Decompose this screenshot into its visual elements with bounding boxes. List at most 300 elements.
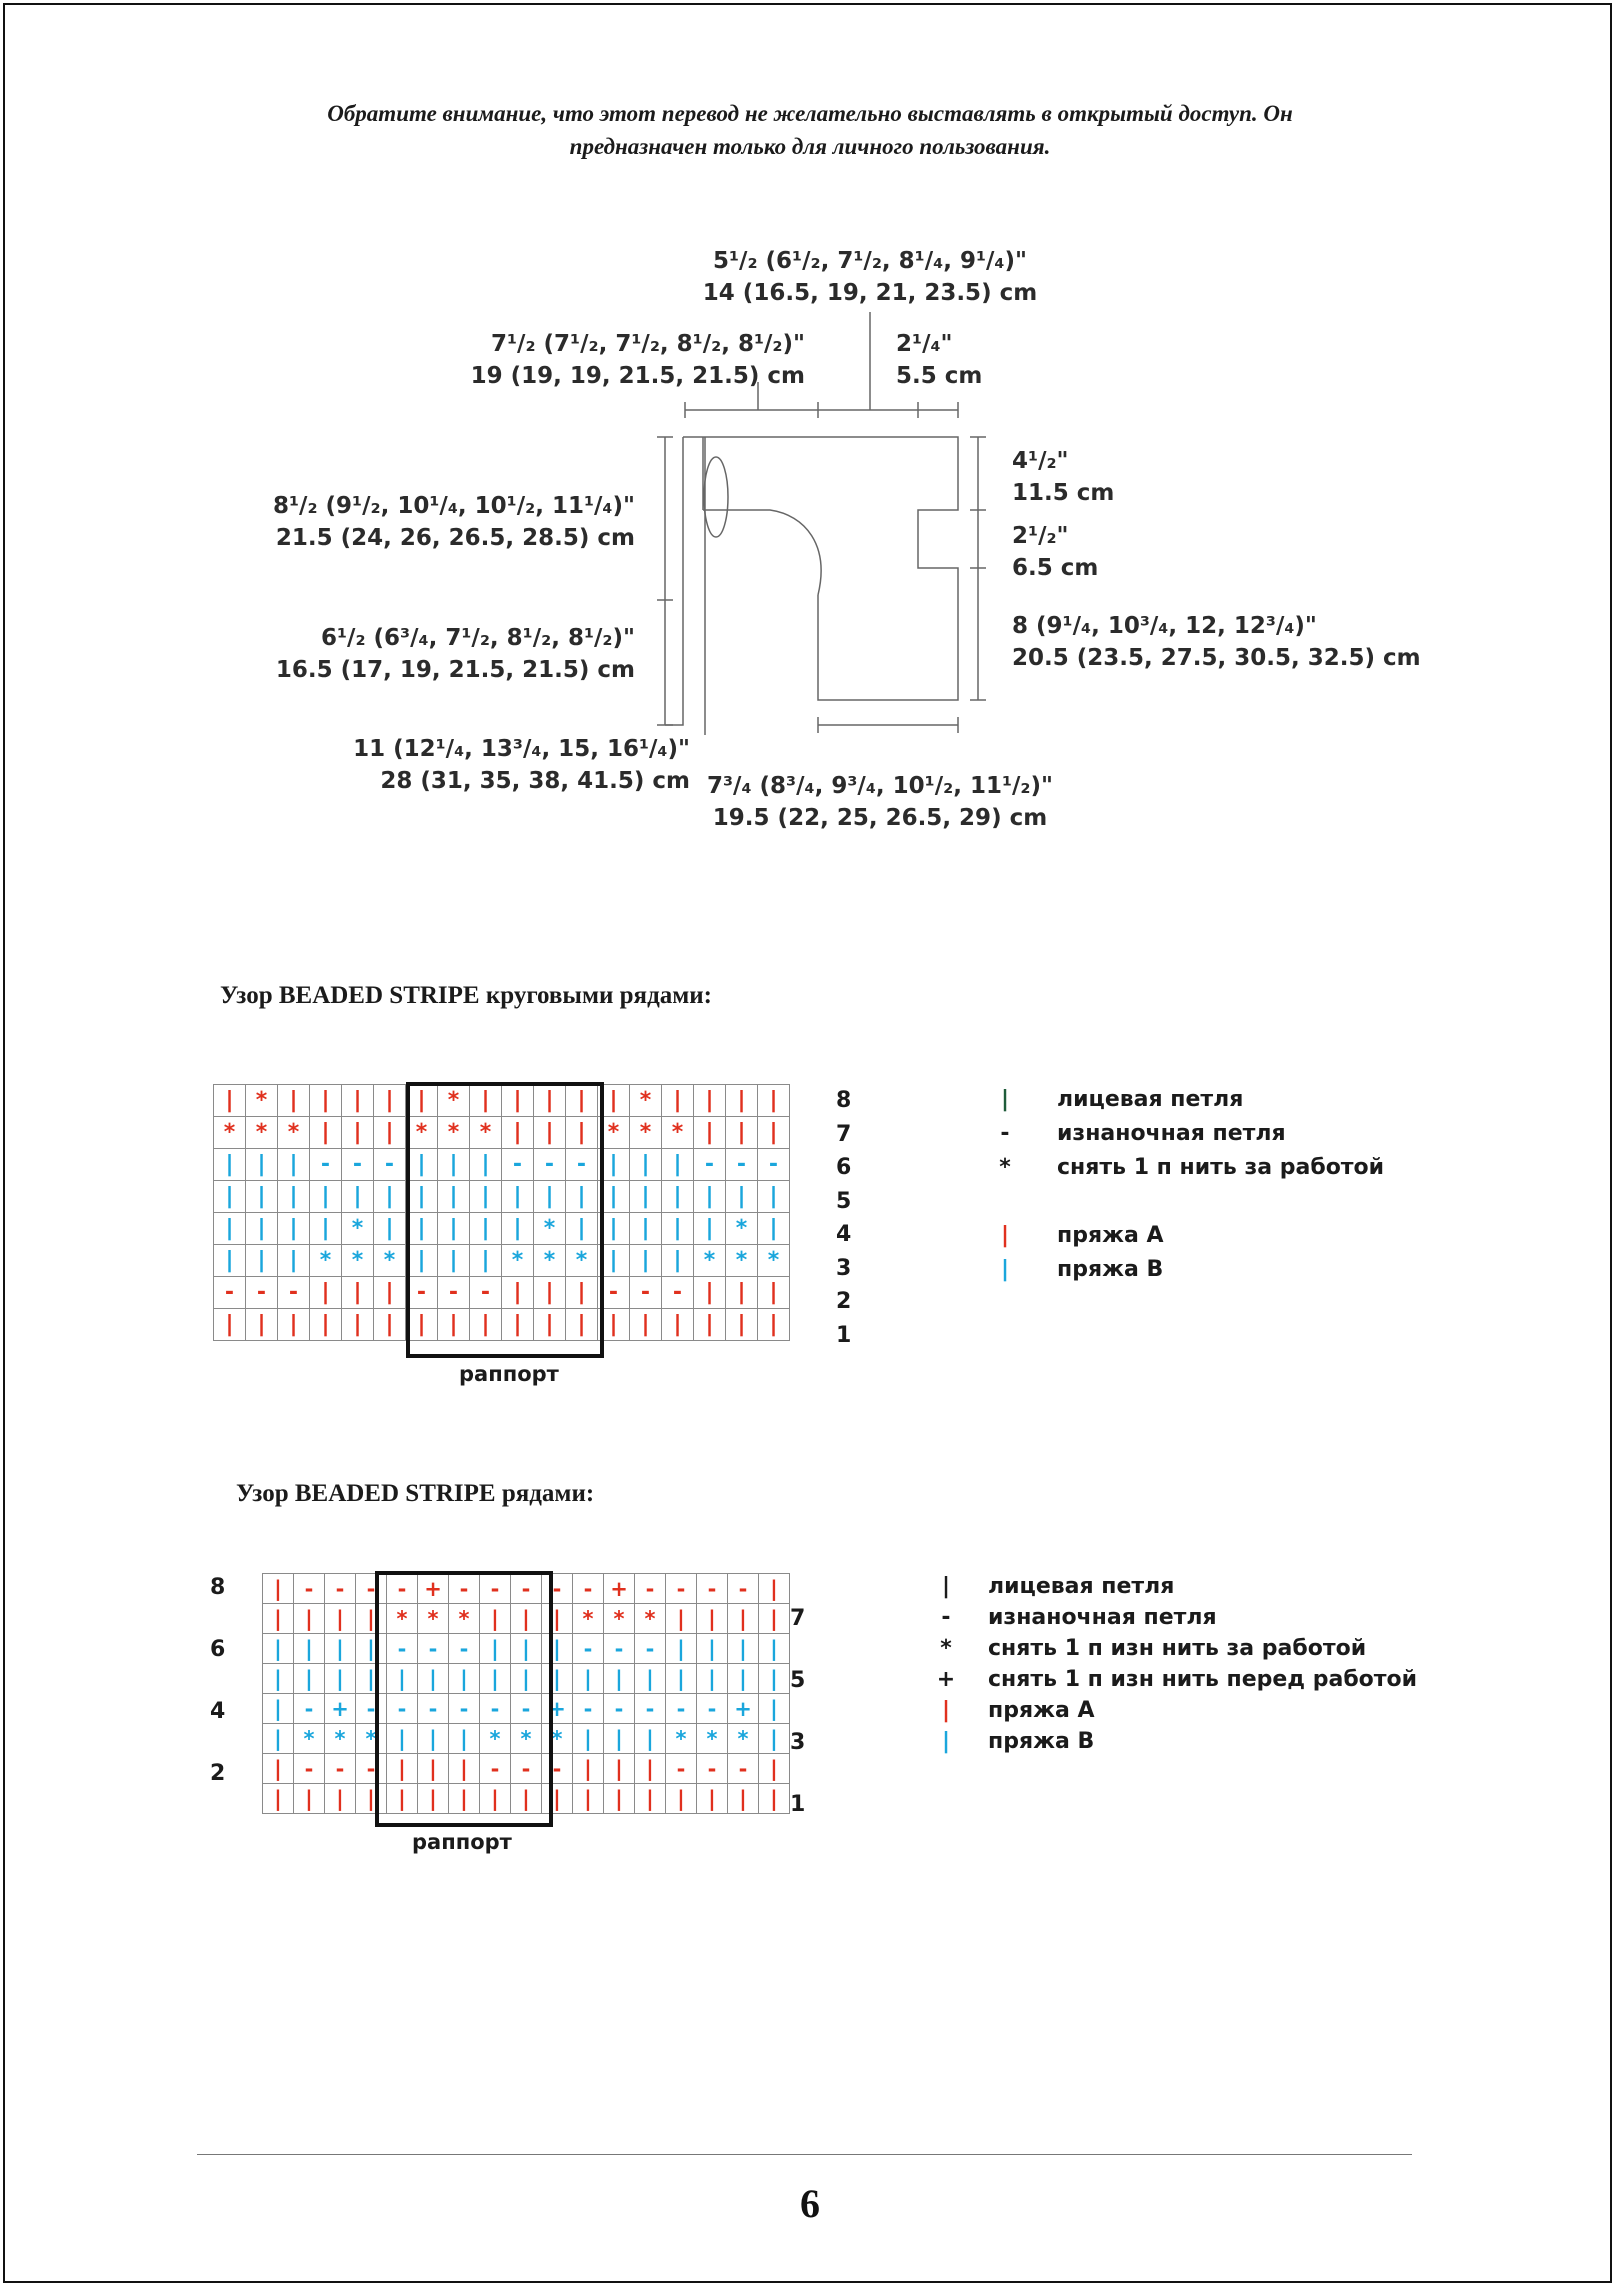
chart2-cell: - bbox=[325, 1574, 356, 1604]
chart2-legend-symbol: | bbox=[941, 1698, 951, 1723]
chart1-cell: | bbox=[662, 1213, 694, 1245]
chart2-cell: | bbox=[325, 1604, 356, 1634]
dim-left-top-cm: 21.5 (24, 26, 26.5, 28.5) cm bbox=[275, 525, 635, 551]
chart1-cell: | bbox=[438, 1213, 470, 1245]
chart2-cell: | bbox=[387, 1724, 418, 1754]
chart1-cell: | bbox=[278, 1149, 310, 1181]
chart2-row-number-left: 2 bbox=[210, 1761, 226, 1786]
sleeve-curve bbox=[703, 510, 821, 595]
notice-line-1: Обратите внимание, что этот перевод не желательно выставлять в открытый доступ. Он bbox=[327, 101, 1293, 126]
chart1-cell: | bbox=[438, 1309, 470, 1341]
chart1-cell: | bbox=[406, 1245, 438, 1277]
chart1-cell: | bbox=[470, 1085, 502, 1117]
chart2-cell: | bbox=[542, 1634, 573, 1664]
chart2-cell: | bbox=[511, 1664, 542, 1694]
chart1-cell: * bbox=[598, 1117, 630, 1149]
chart2-cell: | bbox=[759, 1694, 790, 1724]
chart2-cell: * bbox=[325, 1724, 356, 1754]
chart2-cell: * bbox=[511, 1724, 542, 1754]
chart1-cell: | bbox=[214, 1181, 246, 1213]
chart1-cell: | bbox=[470, 1149, 502, 1181]
chart2-legend-text: снять 1 п изн нить перед работой bbox=[988, 1667, 1418, 1692]
chart1-cell: | bbox=[246, 1309, 278, 1341]
chart1-cell: - bbox=[694, 1149, 726, 1181]
chart2-cell: | bbox=[666, 1604, 697, 1634]
chart1-cell: | bbox=[278, 1309, 310, 1341]
chart2-cell: - bbox=[542, 1754, 573, 1784]
chart2-cell: | bbox=[573, 1724, 604, 1754]
chart2-row-number-right: 5 bbox=[790, 1668, 806, 1693]
chart2-legend-symbol: - bbox=[941, 1605, 951, 1630]
dim-top-width-cm: 14 (16.5, 19, 21, 23.5) cm bbox=[702, 280, 1038, 306]
chart1-cell: | bbox=[662, 1181, 694, 1213]
chart1-cell: | bbox=[694, 1117, 726, 1149]
chart1-cell: | bbox=[310, 1085, 342, 1117]
chart2-cell: - bbox=[697, 1694, 728, 1724]
chart2-cell: * bbox=[418, 1604, 449, 1634]
chart1-cell: - bbox=[662, 1277, 694, 1309]
dim-right-top bbox=[1012, 445, 1114, 509]
chart1-cell: | bbox=[566, 1085, 598, 1117]
chart2-cell: | bbox=[263, 1724, 294, 1754]
chart1-row bbox=[214, 1085, 790, 1117]
chart1-legend-symbol: | bbox=[1000, 1087, 1010, 1112]
chart1-cell: | bbox=[374, 1117, 406, 1149]
chart1-cell: | bbox=[406, 1309, 438, 1341]
chart2-row bbox=[263, 1754, 790, 1784]
dim-right-bottom-cm: 20.5 (23.5, 27.5, 30.5, 32.5) cm bbox=[1012, 645, 1421, 671]
chart2-legend-text: лицевая петля bbox=[988, 1574, 1175, 1599]
chart2-cell: | bbox=[325, 1664, 356, 1694]
chart2-cell: - bbox=[387, 1574, 418, 1604]
chart1-cell: * bbox=[534, 1213, 566, 1245]
dim-left-mid-cm: 16.5 (17, 19, 21.5, 21.5) cm bbox=[275, 657, 635, 683]
chart2-cell: - bbox=[418, 1694, 449, 1724]
chart1-cell: | bbox=[630, 1149, 662, 1181]
chart2-cell: | bbox=[418, 1724, 449, 1754]
chart2-cell: | bbox=[263, 1574, 294, 1604]
chart2-cell: | bbox=[449, 1754, 480, 1784]
chart1-cell: | bbox=[630, 1245, 662, 1277]
chart2-cell: | bbox=[449, 1724, 480, 1754]
chart1-cell: | bbox=[502, 1277, 534, 1309]
chart2-cell: | bbox=[759, 1724, 790, 1754]
chart1-cell: - bbox=[246, 1277, 278, 1309]
chart1-cell: | bbox=[534, 1277, 566, 1309]
dim-left-mid bbox=[230, 622, 635, 686]
chart1-cell: | bbox=[694, 1085, 726, 1117]
chart1-cell: | bbox=[310, 1213, 342, 1245]
chart1-cell: * bbox=[278, 1117, 310, 1149]
chart1-cell: - bbox=[566, 1149, 598, 1181]
chart1-row-number: 7 bbox=[836, 1121, 852, 1147]
chart1-cell: - bbox=[310, 1149, 342, 1181]
chart1-cell: | bbox=[598, 1085, 630, 1117]
chart1-row-number: 8 bbox=[836, 1088, 852, 1113]
chart1-cell: * bbox=[758, 1245, 790, 1277]
chart1-cell: | bbox=[246, 1149, 278, 1181]
chart2-cell: - bbox=[387, 1694, 418, 1724]
notice-line-2: предназначен только для личного пользования. bbox=[569, 134, 1051, 159]
chart1-cell: - bbox=[342, 1149, 374, 1181]
chart2-cell: | bbox=[697, 1664, 728, 1694]
chart1-row bbox=[214, 1181, 790, 1213]
chart2-cell: | bbox=[263, 1784, 294, 1814]
chart2-legend-text: пряжа А bbox=[988, 1698, 1095, 1723]
chart2-cell: | bbox=[294, 1604, 325, 1634]
chart2-cell: - bbox=[449, 1634, 480, 1664]
chart1-row bbox=[214, 1277, 790, 1309]
chart1-cell: * bbox=[246, 1085, 278, 1117]
body-left-edge bbox=[665, 437, 683, 725]
page-number: 6 bbox=[800, 2181, 820, 2226]
chart2-cell: | bbox=[604, 1754, 635, 1784]
chart2-cell: * bbox=[542, 1724, 573, 1754]
chart1-cell: | bbox=[758, 1309, 790, 1341]
chart2-grid bbox=[262, 1573, 790, 1814]
dim-left-mid-in: 6¹/₂ (6³/₄, 7¹/₂, 8¹/₂, 8¹/₂)" bbox=[320, 625, 635, 651]
chart2-cell: - bbox=[511, 1694, 542, 1724]
chart2-cell: | bbox=[511, 1604, 542, 1634]
chart1-cell: | bbox=[278, 1085, 310, 1117]
chart2-cell: | bbox=[759, 1574, 790, 1604]
chart2-cell: + bbox=[542, 1694, 573, 1724]
chart2-cell: - bbox=[325, 1754, 356, 1784]
dim-upper-left-in: 7¹/₂ (7¹/₂, 7¹/₂, 8¹/₂, 8¹/₂)" bbox=[490, 331, 805, 357]
chart1-cell: - bbox=[438, 1277, 470, 1309]
chart2-cell: | bbox=[418, 1754, 449, 1784]
chart2-legend-text: снять 1 п изн нить за работой bbox=[988, 1636, 1367, 1661]
chart2-cell: - bbox=[294, 1574, 325, 1604]
chart1-cell: | bbox=[438, 1149, 470, 1181]
chart2-cell: | bbox=[387, 1784, 418, 1814]
chart2-cell: | bbox=[449, 1784, 480, 1814]
dim-left-bottom bbox=[300, 733, 690, 797]
chart2-cell: | bbox=[728, 1664, 759, 1694]
chart2-cell: | bbox=[294, 1784, 325, 1814]
chart1-cell: | bbox=[726, 1309, 758, 1341]
chart1-cell: | bbox=[438, 1181, 470, 1213]
chart2-repeat-label: раппорт bbox=[412, 1830, 512, 1854]
chart1-cell: * bbox=[630, 1085, 662, 1117]
chart1-cell: | bbox=[694, 1213, 726, 1245]
chart2-cell: - bbox=[480, 1574, 511, 1604]
chart1-cell: * bbox=[662, 1117, 694, 1149]
chart1-cell: | bbox=[758, 1181, 790, 1213]
chart2-cell: | bbox=[294, 1664, 325, 1694]
chart2-cell: - bbox=[356, 1574, 387, 1604]
chart1-cell: | bbox=[406, 1213, 438, 1245]
chart2-cell: | bbox=[759, 1784, 790, 1814]
chart2-cell: | bbox=[263, 1604, 294, 1634]
chart2-cell: - bbox=[573, 1634, 604, 1664]
chart1-cell: | bbox=[502, 1309, 534, 1341]
chart1-cell: | bbox=[726, 1277, 758, 1309]
chart1-cell: - bbox=[502, 1149, 534, 1181]
chart2-cell: | bbox=[480, 1604, 511, 1634]
chart2-cell: - bbox=[604, 1634, 635, 1664]
chart1-cell: | bbox=[470, 1245, 502, 1277]
chart1-cell: | bbox=[374, 1213, 406, 1245]
chart1-cell: | bbox=[214, 1309, 246, 1341]
dim-top-width-in: 5¹/₂ (6¹/₂, 7¹/₂, 8¹/₄, 9¹/₄)" bbox=[712, 248, 1027, 274]
dim-bottom-in: 7³/₄ (8³/₄, 9³/₄, 10¹/₂, 11¹/₂)" bbox=[706, 773, 1053, 799]
cuff-ellipse bbox=[704, 457, 728, 537]
chart1-cell: | bbox=[470, 1213, 502, 1245]
chart2-row-number-left: 6 bbox=[210, 1637, 226, 1662]
chart2-cell: | bbox=[666, 1664, 697, 1694]
chart1-cell: | bbox=[662, 1309, 694, 1341]
chart1-cell: * bbox=[726, 1213, 758, 1245]
chart1-cell: * bbox=[438, 1085, 470, 1117]
chart1-legend-text: снять 1 п нить за работой bbox=[1057, 1155, 1385, 1180]
chart1-cell: | bbox=[214, 1085, 246, 1117]
chart1-cell: | bbox=[374, 1277, 406, 1309]
chart2-cell: | bbox=[542, 1784, 573, 1814]
chart1-row-number: 2 bbox=[836, 1289, 852, 1314]
footer-divider bbox=[197, 2154, 1412, 2155]
dim-bottom bbox=[690, 770, 1070, 834]
chart2-row bbox=[263, 1634, 790, 1664]
dim-left-bottom-in: 11 (12¹/₄, 13³/₄, 15, 16¹/₄)" bbox=[353, 736, 690, 762]
chart2-cell: * bbox=[356, 1724, 387, 1754]
chart1-cell: | bbox=[598, 1149, 630, 1181]
dim-right-top-cm: 11.5 cm bbox=[1012, 480, 1115, 506]
dim-upper-right-cm: 5.5 cm bbox=[896, 363, 983, 389]
chart2-cell: | bbox=[759, 1754, 790, 1784]
chart2-cell: | bbox=[418, 1664, 449, 1694]
chart1-row bbox=[214, 1213, 790, 1245]
chart2-cell: | bbox=[635, 1724, 666, 1754]
chart1-cell: * bbox=[342, 1245, 374, 1277]
chart1-cell: | bbox=[214, 1149, 246, 1181]
chart2-cell: | bbox=[325, 1634, 356, 1664]
chart2-cell: - bbox=[697, 1574, 728, 1604]
chart1-cell: | bbox=[246, 1245, 278, 1277]
chart1-row-number: 5 bbox=[836, 1188, 852, 1214]
chart2-cell: - bbox=[666, 1694, 697, 1724]
chart2-cell: * bbox=[635, 1604, 666, 1634]
dim-right-top-in: 4¹/₂" bbox=[1012, 448, 1069, 474]
chart1-cell: | bbox=[502, 1117, 534, 1149]
chart1-cell: | bbox=[758, 1213, 790, 1245]
dim-left-top bbox=[230, 490, 635, 554]
chart2-cell: | bbox=[294, 1634, 325, 1664]
chart2-legend-text: пряжа В bbox=[988, 1729, 1095, 1754]
chart2-cell: * bbox=[573, 1604, 604, 1634]
chart2-legend-symbol: * bbox=[940, 1636, 952, 1661]
chart2-cell: | bbox=[573, 1754, 604, 1784]
chart1-cell: | bbox=[470, 1309, 502, 1341]
chart2-row-number-right: 1 bbox=[790, 1792, 806, 1817]
chart1-cell: | bbox=[598, 1213, 630, 1245]
chart2-cell: | bbox=[604, 1724, 635, 1754]
chart1-cell: | bbox=[566, 1309, 598, 1341]
chart2-row bbox=[263, 1574, 790, 1604]
chart2-cell: | bbox=[604, 1784, 635, 1814]
chart1-legend-text: лицевая петля bbox=[1057, 1087, 1244, 1112]
chart2-cell: - bbox=[356, 1754, 387, 1784]
chart1-cell: | bbox=[726, 1181, 758, 1213]
chart1-cell: * bbox=[374, 1245, 406, 1277]
chart1-cell: * bbox=[406, 1117, 438, 1149]
chart2-row bbox=[263, 1604, 790, 1634]
dim-right-bottom bbox=[1012, 610, 1421, 674]
dim-top-width bbox=[690, 245, 1050, 309]
chart2-cell: | bbox=[263, 1664, 294, 1694]
chart2-cell: | bbox=[697, 1604, 728, 1634]
chart2-cell: | bbox=[480, 1664, 511, 1694]
chart2-cell: | bbox=[356, 1784, 387, 1814]
schematic-drawing bbox=[0, 0, 1619, 900]
chart2-cell: | bbox=[728, 1604, 759, 1634]
chart2-cell: | bbox=[728, 1784, 759, 1814]
chart1-cell: | bbox=[662, 1245, 694, 1277]
chart1-cell: | bbox=[566, 1213, 598, 1245]
chart2-legend-symbol: + bbox=[936, 1667, 956, 1692]
chart1-row bbox=[214, 1149, 790, 1181]
chart1-cell: * bbox=[342, 1213, 374, 1245]
chart2-cell: - bbox=[449, 1694, 480, 1724]
chart1-legend-text: пряжа А bbox=[1057, 1223, 1164, 1248]
chart1-cell: | bbox=[374, 1309, 406, 1341]
chart2-cell: - bbox=[387, 1634, 418, 1664]
chart1-cell: - bbox=[630, 1277, 662, 1309]
chart2-legend-text: изнаночная петля bbox=[988, 1605, 1217, 1630]
chart1-cell: | bbox=[598, 1309, 630, 1341]
chart1-cell: * bbox=[630, 1117, 662, 1149]
chart2-cell: | bbox=[418, 1784, 449, 1814]
chart2-row bbox=[263, 1664, 790, 1694]
chart1-cell: | bbox=[566, 1277, 598, 1309]
chart2-cell: | bbox=[387, 1754, 418, 1784]
chart1-cell: - bbox=[534, 1149, 566, 1181]
chart1-row-number: 1 bbox=[836, 1322, 852, 1348]
dim-left-bottom-cm: 28 (31, 35, 38, 41.5) cm bbox=[380, 768, 690, 794]
chart2-cell: - bbox=[573, 1694, 604, 1724]
chart1-cell: | bbox=[758, 1117, 790, 1149]
chart1-legend-symbol: | bbox=[1000, 1223, 1010, 1248]
chart2-cell: - bbox=[635, 1694, 666, 1724]
chart1-cell: | bbox=[598, 1181, 630, 1213]
chart1-cell: * bbox=[310, 1245, 342, 1277]
chart2-cell: - bbox=[728, 1754, 759, 1784]
chart2-cell: - bbox=[294, 1754, 325, 1784]
chart2-cell: - bbox=[449, 1574, 480, 1604]
chart2-cell: | bbox=[356, 1604, 387, 1634]
chart1-row-number: 3 bbox=[836, 1255, 852, 1281]
chart1-cell: * bbox=[438, 1117, 470, 1149]
chart2-row-number-right: 7 bbox=[790, 1606, 806, 1631]
chart1-cell: | bbox=[406, 1181, 438, 1213]
chart1-cell: - bbox=[374, 1149, 406, 1181]
dim-bottom-cm: 19.5 (22, 25, 26.5, 29) cm bbox=[712, 805, 1048, 831]
chart1-cell: | bbox=[726, 1085, 758, 1117]
chart2-cell: - bbox=[480, 1754, 511, 1784]
chart2-cell: | bbox=[263, 1754, 294, 1784]
dim-upper-left bbox=[420, 328, 805, 392]
chart1-cell: * bbox=[694, 1245, 726, 1277]
chart1-cell: | bbox=[534, 1181, 566, 1213]
chart2-cell: - bbox=[573, 1574, 604, 1604]
chart1-cell: * bbox=[534, 1245, 566, 1277]
chart1-legend-symbol: - bbox=[1000, 1121, 1010, 1146]
chart2-cell: | bbox=[542, 1664, 573, 1694]
chart1-row bbox=[214, 1245, 790, 1277]
chart2-cell: | bbox=[635, 1664, 666, 1694]
chart1-cell: - bbox=[758, 1149, 790, 1181]
chart2-cell: | bbox=[666, 1634, 697, 1664]
chart2-cell: | bbox=[728, 1634, 759, 1664]
chart1-cell: | bbox=[598, 1245, 630, 1277]
chart1-cell: | bbox=[246, 1213, 278, 1245]
chart1-cell: | bbox=[214, 1213, 246, 1245]
chart1-cell: | bbox=[694, 1309, 726, 1341]
chart2-cell: * bbox=[666, 1724, 697, 1754]
chart2-legend-symbol: | bbox=[941, 1574, 951, 1599]
chart2-cell: | bbox=[356, 1634, 387, 1664]
chart2-cell: * bbox=[728, 1724, 759, 1754]
chart1-cell: - bbox=[726, 1149, 758, 1181]
chart2-cell: - bbox=[697, 1754, 728, 1784]
chart2-row-number-left: 4 bbox=[210, 1699, 226, 1724]
chart1-cell: | bbox=[310, 1309, 342, 1341]
chart2-cell: * bbox=[697, 1724, 728, 1754]
chart2-cell: + bbox=[325, 1694, 356, 1724]
chart2-cell: | bbox=[449, 1664, 480, 1694]
chart1-cell: | bbox=[374, 1085, 406, 1117]
chart1-cell: | bbox=[310, 1277, 342, 1309]
chart1-cell: * bbox=[502, 1245, 534, 1277]
chart2-cell: - bbox=[666, 1754, 697, 1784]
chart1-cell: | bbox=[406, 1149, 438, 1181]
chart1-cell: * bbox=[214, 1117, 246, 1149]
chart1-cell: * bbox=[470, 1117, 502, 1149]
chart2-cell: - bbox=[418, 1634, 449, 1664]
chart2-cell: - bbox=[635, 1634, 666, 1664]
chart1-cell: | bbox=[502, 1213, 534, 1245]
chart1-cell: | bbox=[534, 1085, 566, 1117]
dim-upper-right-in: 2¹/₄" bbox=[896, 331, 953, 357]
chart2-cell: | bbox=[635, 1754, 666, 1784]
chart1-cell: | bbox=[342, 1117, 374, 1149]
chart2-cell: | bbox=[759, 1664, 790, 1694]
dim-right-mid-in: 2¹/₂" bbox=[1012, 523, 1069, 549]
chart1-cell: - bbox=[278, 1277, 310, 1309]
chart1-title: Узор BEADED STRIPE круговыми рядами: bbox=[220, 982, 712, 1009]
chart2-cell: | bbox=[697, 1634, 728, 1664]
chart2-cell: | bbox=[511, 1634, 542, 1664]
chart1-cell: | bbox=[758, 1085, 790, 1117]
chart1-cell: - bbox=[214, 1277, 246, 1309]
dim-upper-right bbox=[896, 328, 982, 392]
chart2-cell: - bbox=[480, 1694, 511, 1724]
chart1-legend-symbol: * bbox=[999, 1155, 1011, 1180]
chart1-cell: - bbox=[598, 1277, 630, 1309]
chart2-cell: | bbox=[697, 1784, 728, 1814]
chart2-legend-symbol: | bbox=[941, 1729, 951, 1754]
chart1-cell: * bbox=[566, 1245, 598, 1277]
chart1-cell: | bbox=[566, 1117, 598, 1149]
chart1-cell: | bbox=[630, 1181, 662, 1213]
chart1-row-number: 4 bbox=[836, 1222, 852, 1247]
chart1-cell: | bbox=[278, 1245, 310, 1277]
chart2-cell: | bbox=[542, 1604, 573, 1634]
chart1-legend-text: пряжа В bbox=[1057, 1257, 1164, 1282]
chart1-cell: | bbox=[342, 1309, 374, 1341]
chart2-cell: * bbox=[449, 1604, 480, 1634]
chart2-cell: | bbox=[666, 1784, 697, 1814]
